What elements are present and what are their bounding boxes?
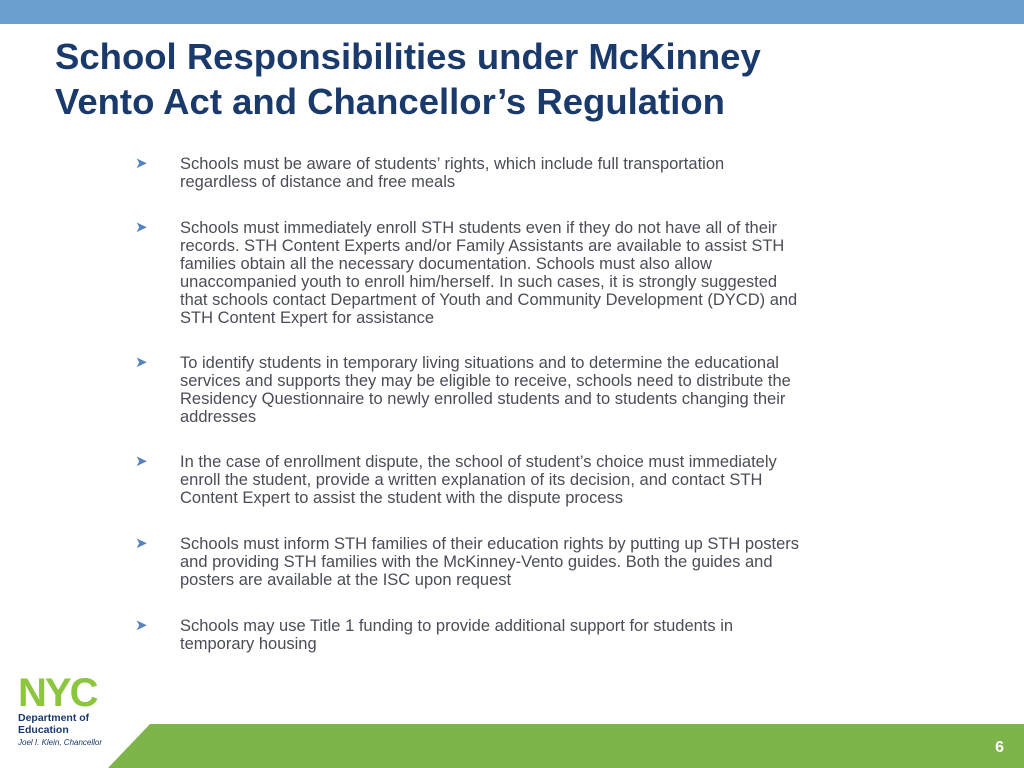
- footer-green-band: [108, 724, 1024, 768]
- bullet-line: Schools must be aware of students’ rights, which include full transportation: [180, 155, 725, 173]
- footer-bar: [0, 724, 1024, 768]
- bullet-line: Schools must immediately enroll STH students even if they do not have all of their: [180, 219, 778, 237]
- arrow-bullet-icon: ➤: [135, 453, 148, 470]
- bullet-line: In the case of enrollment dispute, the school of student’s choice must immediately: [180, 453, 777, 471]
- bullet-line: posters are available at the ISC upon request: [180, 571, 512, 589]
- logo-chancellor-line: Joel I. Klein, Chancellor: [18, 738, 103, 747]
- bullet-line: enroll the student, provide a written explanation of its decision, and contact STH: [180, 471, 763, 489]
- nyc-wordmark-text: NYC: [18, 675, 97, 709]
- arrow-bullet-icon: ➤: [135, 219, 148, 236]
- page-number: 6: [995, 739, 1004, 756]
- bullet-text: [180, 453, 940, 507]
- bullet-line: addresses: [180, 408, 257, 426]
- slide-title-line-2: Vento Act and Chancellor’s Regulation: [55, 81, 725, 122]
- bullet-line: that schools contact Department of Youth and Community Development (DYCD) and: [180, 291, 798, 309]
- arrow-bullet-icon: ➤: [135, 354, 148, 371]
- bullet-line: Schools may use Title 1 funding to provide additional support for students in: [180, 617, 734, 635]
- bullet-line: To identify students in temporary living situations and to determine the educational: [180, 354, 779, 372]
- bullet-line: Residency Questionnaire to newly enrolled students and to students changing their: [180, 390, 786, 408]
- bullet-line: Schools must inform STH families of their education rights by putting up STH posters: [180, 535, 800, 553]
- bullet-line: families obtain all the necessary documentation. Schools must also allow: [180, 255, 712, 273]
- bullet-text: [180, 155, 940, 191]
- bullet-text: [180, 535, 940, 589]
- nyc-wordmark-icon: [18, 675, 120, 709]
- bullet-line: unaccompanied youth to enroll him/herself. In such cases, it is strongly suggested: [180, 273, 778, 291]
- bullet-text: [180, 219, 940, 327]
- bullet-text: [180, 354, 940, 426]
- slide-title-line-1: School Responsibilities under McKinney: [55, 36, 761, 77]
- bullet-line: Content Expert to assist the student with the dispute process: [180, 489, 623, 507]
- bullet-line: temporary housing: [180, 635, 317, 653]
- bullet-line: and providing STH families with the McKinney-Vento guides. Both the guides and: [180, 553, 773, 571]
- bullet-text: [180, 617, 940, 653]
- logo-department-line: Department of: [18, 712, 90, 724]
- bullet-line: records. STH Content Experts and/or Family Assistants are available to assist STH: [180, 237, 785, 255]
- bullet-line: regardless of distance and free meals: [180, 173, 456, 191]
- top-accent-bar: [0, 0, 1024, 24]
- arrow-bullet-icon: ➤: [135, 155, 148, 172]
- arrow-bullet-icon: ➤: [135, 617, 148, 634]
- logo-education-line: Education: [18, 724, 69, 736]
- bullet-line: services and supports they may be eligible to receive, schools need to distribute the: [180, 372, 791, 390]
- bullet-line: STH Content Expert for assistance: [180, 309, 435, 327]
- arrow-bullet-icon: ➤: [135, 535, 148, 552]
- slide-title: [55, 34, 1005, 124]
